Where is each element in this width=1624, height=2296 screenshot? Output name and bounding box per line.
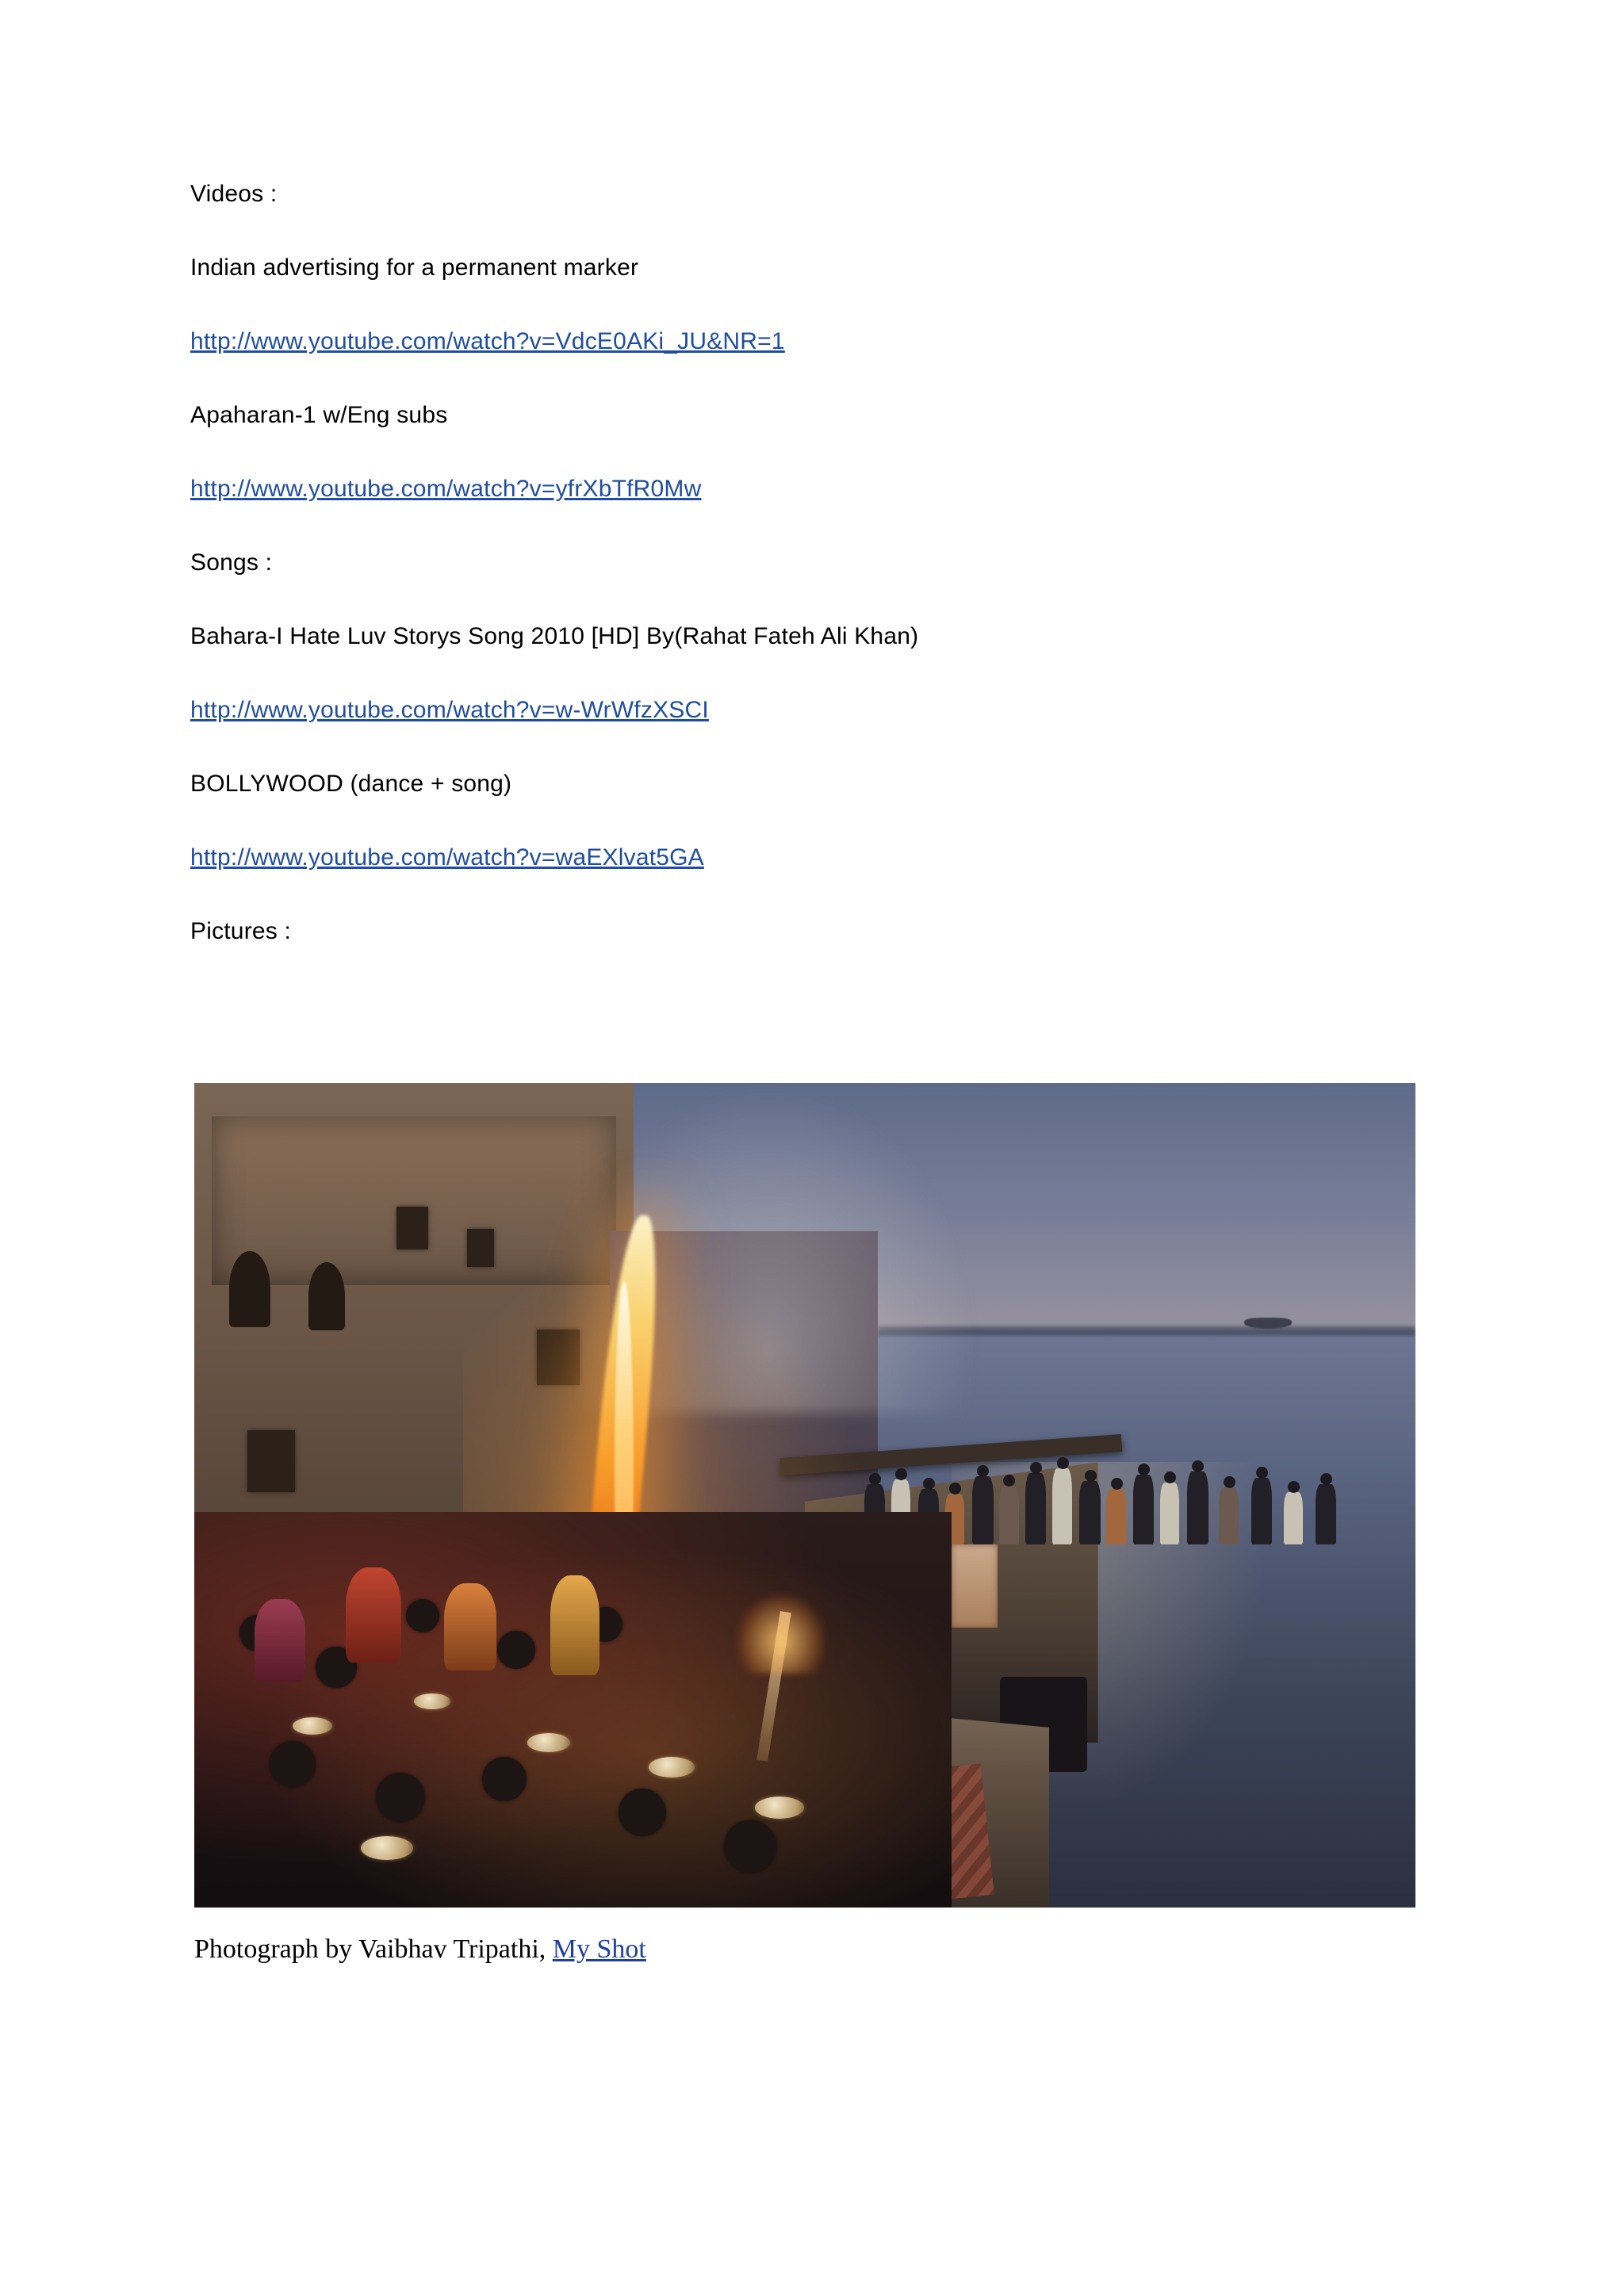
photo-person: [1160, 1483, 1179, 1544]
photo-person: [1025, 1473, 1046, 1544]
link-line-bollywood: [190, 846, 1427, 870]
text-line-videos-heading: Videos :: [190, 181, 278, 207]
photo-sari: [255, 1599, 305, 1682]
link-line-marker-ad: [190, 330, 1427, 354]
photo-offering-plate: [414, 1693, 450, 1709]
text-line-bahara: Bahara-I Hate Luv Storys Song 2010 [HD] By(Rahat Fateh Ali Khan): [190, 623, 919, 649]
photo-person: [1052, 1468, 1072, 1544]
photo-caption: [194, 1934, 646, 1965]
youtube-link-2[interactable]: http://www.youtube.com/watch?v=yfrXbTfR0Mw: [190, 476, 702, 502]
photo-arch-2: [308, 1262, 345, 1330]
photo-person: [999, 1486, 1019, 1544]
photo-head: [724, 1820, 776, 1873]
link-line-bahara: [190, 698, 1427, 722]
photo-head: [406, 1599, 439, 1632]
text-line-bollywood: BOLLYWOOD (dance + song): [190, 771, 512, 797]
photo-head: [482, 1757, 527, 1801]
text-line-marker-ad: Indian advertising for a permanent marker: [190, 254, 639, 281]
my-shot-link[interactable]: My Shot: [552, 1934, 646, 1964]
photo-head: [376, 1773, 425, 1822]
photo-window-2: [467, 1229, 494, 1267]
photo-arch-1: [229, 1251, 270, 1327]
photo-sari: [550, 1575, 599, 1675]
text-line-songs-heading: Songs :: [190, 549, 273, 576]
photo-head: [270, 1741, 316, 1787]
link-line-apaharan: [190, 477, 1427, 501]
photo-sari: [346, 1567, 401, 1663]
photo-window-1: [396, 1207, 428, 1249]
photo-person: [1187, 1471, 1208, 1544]
photo-person: [1079, 1481, 1101, 1544]
photo-person: [1251, 1478, 1272, 1544]
youtube-link-1[interactable]: http://www.youtube.com/watch?v=VdcE0AKi_JU&NR=1: [190, 328, 785, 354]
photo-head: [497, 1631, 535, 1669]
text-line-pictures-heading: Pictures :: [190, 918, 292, 944]
photograph-aarti-ceremony: [194, 1083, 1415, 1908]
text-line-apaharan: Apaharan-1 w/Eng subs: [190, 402, 448, 428]
photo-seated-crowd: [194, 1512, 952, 1908]
youtube-link-3[interactable]: http://www.youtube.com/watch?v=w-WrWfzXSCI: [190, 697, 709, 723]
photo-offering-plate: [527, 1733, 570, 1752]
photo-shrine-plaque: [952, 1544, 998, 1628]
document-body: [190, 182, 1427, 993]
photo-window-4: [247, 1430, 295, 1492]
photo-person: [1219, 1487, 1239, 1544]
photo-person: [1316, 1484, 1336, 1544]
photograph-container: [194, 1083, 1415, 1908]
photo-sari: [444, 1583, 496, 1670]
photo-person: [1106, 1489, 1126, 1544]
photo-person: [1133, 1475, 1154, 1544]
photo-person: [972, 1476, 994, 1544]
youtube-link-4[interactable]: http://www.youtube.com/watch?v=waEXlvat5GA: [190, 844, 704, 871]
photo-torch-flame: [737, 1594, 825, 1674]
photo-caption-text: Photograph by Vaibhav Tripathi,: [194, 1934, 553, 1964]
photo-offering-plate: [649, 1757, 695, 1777]
photo-head: [619, 1789, 666, 1836]
photo-person: [1284, 1492, 1303, 1544]
photo-offering-plate: [755, 1797, 804, 1819]
photo-offering-plate: [361, 1836, 413, 1860]
photo-offering-plate: [293, 1717, 332, 1735]
